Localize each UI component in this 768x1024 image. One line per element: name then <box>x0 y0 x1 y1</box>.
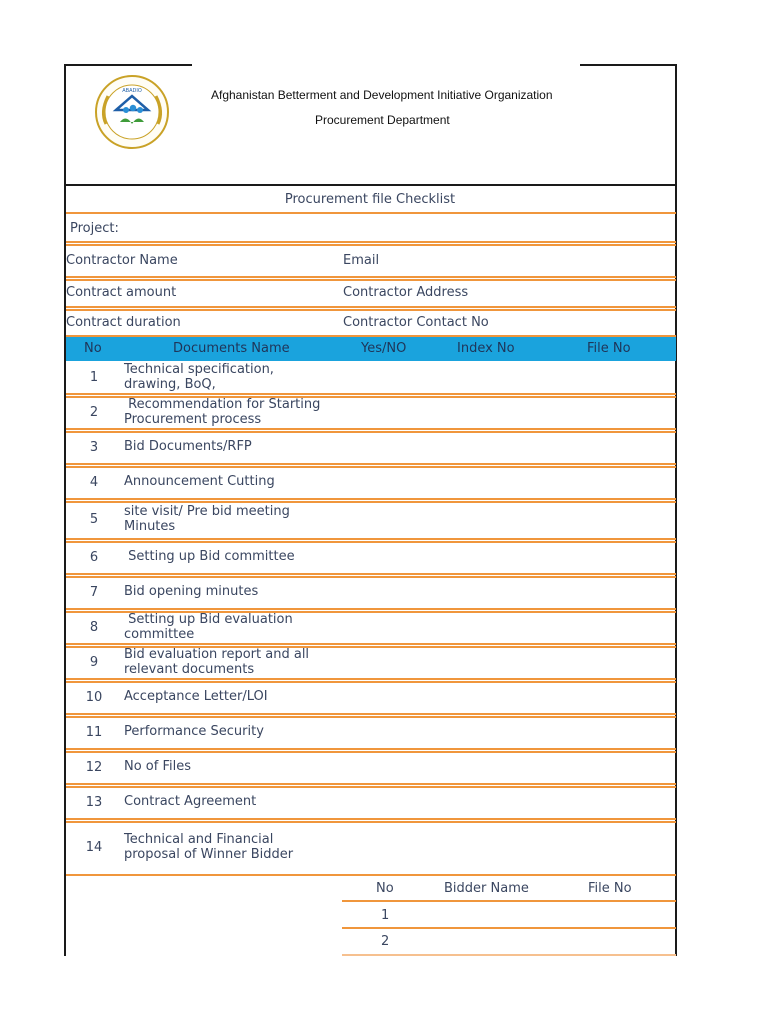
bidder-header-no: No <box>376 881 394 896</box>
row-divider <box>66 716 676 718</box>
email-label: Email <box>343 253 380 268</box>
contractor-contact-label: Contractor Contact No <box>343 315 489 330</box>
contractor-name-label: Contractor Name <box>66 253 178 268</box>
document-name: Bid opening minutes <box>124 584 259 599</box>
row-number: 4 <box>89 474 99 490</box>
row-divider <box>66 821 676 823</box>
document-name: Setting up Bid committee <box>124 549 295 564</box>
organization-name: Afghanistan Betterment and Development Initiative Organization <box>211 88 553 102</box>
row-divider <box>66 428 676 430</box>
row-divider <box>66 783 676 785</box>
row-number: 3 <box>89 439 99 455</box>
document-name: Technical and Financial proposal of Winner Bidder <box>124 831 294 862</box>
row-divider <box>66 463 676 465</box>
document-name: site visit/ Pre bid meeting Minutes <box>124 504 290 534</box>
row-divider <box>66 643 676 645</box>
row-number: 11 <box>85 724 103 740</box>
bidder-row-no: 1 <box>381 908 390 923</box>
header-no: No <box>84 341 102 356</box>
organization-logo <box>86 74 182 150</box>
document-name: Technical specification, drawing, BoQ, <box>124 361 274 392</box>
header-index-no: Index No <box>457 341 515 356</box>
row-divider <box>66 498 676 500</box>
row-divider <box>66 681 676 683</box>
row-divider <box>66 786 676 788</box>
row-number: 10 <box>85 689 103 705</box>
row-number: 12 <box>85 759 103 775</box>
row-divider <box>66 309 676 311</box>
row-divider <box>342 927 676 929</box>
row-divider <box>66 678 676 680</box>
svg-text:ABADIO: ABADIO <box>122 88 142 94</box>
row-number: 13 <box>85 794 103 810</box>
bidder-header-name: Bidder Name <box>444 881 529 896</box>
document-name: Setting up Bid evaluation committee <box>124 611 293 642</box>
header-divider <box>64 184 677 186</box>
row-divider <box>66 573 676 575</box>
document-name: No of Files <box>124 759 191 774</box>
row-divider <box>66 393 676 395</box>
row-divider <box>66 431 676 433</box>
row-number: 5 <box>89 512 99 527</box>
document-name: Acceptance Letter/LOI <box>124 689 268 704</box>
header-file-no: File No <box>587 341 631 356</box>
frame-top-left-border <box>64 64 192 66</box>
bidder-header-file-no: File No <box>588 881 632 896</box>
row-number: 8 <box>89 619 99 635</box>
contract-amount-label: Contract amount <box>66 285 177 300</box>
row-number: 9 <box>89 654 99 670</box>
department-name: Procurement Department <box>315 113 450 127</box>
document-name: Performance Security <box>124 724 264 739</box>
row-divider <box>66 608 676 610</box>
document-name: Bid evaluation report and all relevant documents <box>124 646 310 677</box>
row-number: 2 <box>89 404 99 420</box>
row-divider <box>66 212 676 214</box>
row-divider <box>66 306 676 308</box>
frame-top-right-border <box>580 64 677 66</box>
row-divider <box>66 466 676 468</box>
header-yes-no: Yes/NO <box>361 341 407 356</box>
row-divider <box>66 541 676 543</box>
project-label: Project: <box>70 221 119 236</box>
document-name: Bid Documents/RFP <box>124 439 252 454</box>
bidder-row-no: 2 <box>381 934 390 949</box>
row-divider <box>66 748 676 750</box>
row-divider <box>66 276 676 278</box>
document-name: Contract Agreement <box>124 794 257 809</box>
row-divider <box>342 954 676 956</box>
row-number: 1 <box>89 369 99 385</box>
row-number: 14 <box>85 839 103 855</box>
documents-table-header <box>66 337 676 361</box>
contract-duration-label: Contract duration <box>66 315 181 330</box>
row-divider <box>66 241 676 243</box>
row-divider <box>66 538 676 540</box>
document-name: Announcement Cutting <box>124 474 275 489</box>
document-name: Recommendation for Starting Procurement process <box>124 396 321 427</box>
row-divider <box>66 244 676 246</box>
contractor-address-label: Contractor Address <box>343 285 469 300</box>
row-divider <box>342 900 676 902</box>
row-number: 7 <box>89 584 99 600</box>
row-divider <box>66 818 676 820</box>
row-divider <box>66 874 676 876</box>
row-divider <box>66 279 676 281</box>
row-divider <box>66 576 676 578</box>
checklist-title: Procurement file Checklist <box>284 192 456 207</box>
row-divider <box>66 501 676 503</box>
header-documents-name: Documents Name <box>173 341 290 356</box>
row-number: 6 <box>89 549 99 565</box>
row-divider <box>66 751 676 753</box>
row-divider <box>66 713 676 715</box>
